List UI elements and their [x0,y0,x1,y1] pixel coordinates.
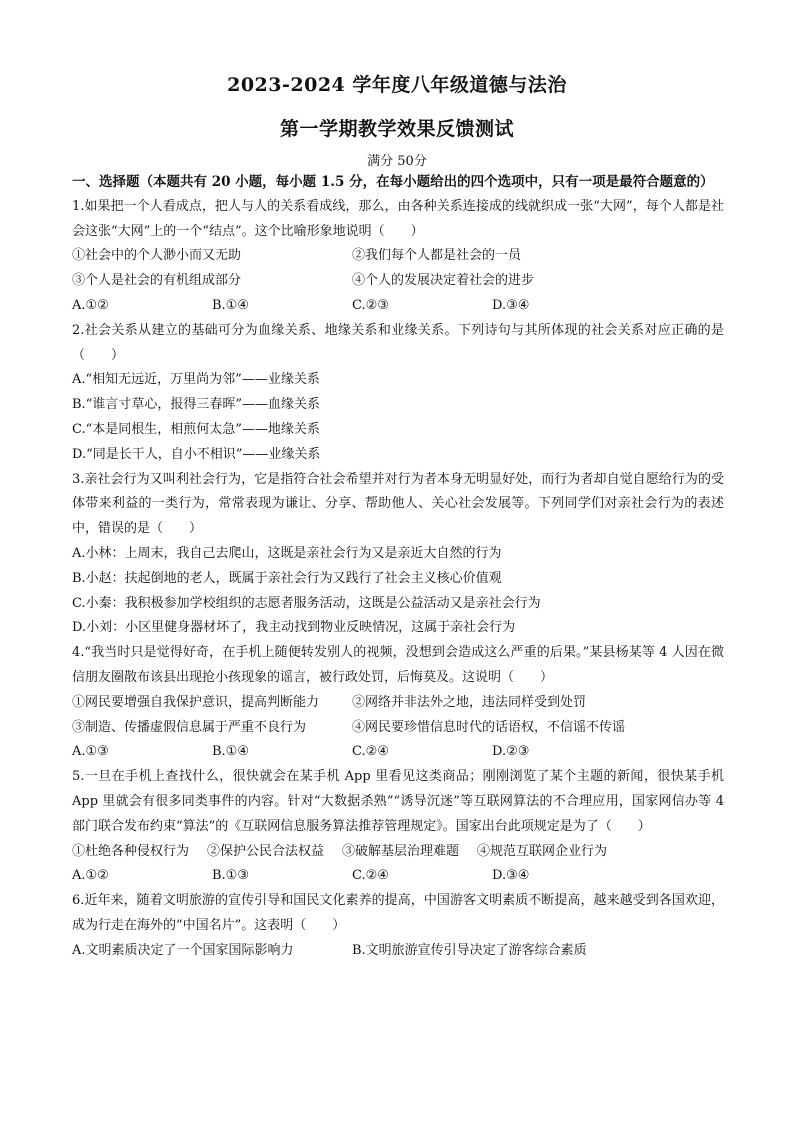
question-4 [72,641,724,765]
option-a: A.①② [72,868,109,884]
statement-row [72,244,724,269]
question-5 [72,765,724,889]
question-2 [72,319,724,468]
option-c: C.②④ [352,744,389,760]
option-b: B.①③ [212,868,249,884]
option-c: C.“本是同根生，相煎何太急”——地缘关系 [72,421,320,437]
option-a: A.①③ [72,744,109,760]
statement: ④个人的发展决定着社会的进步 [352,273,535,289]
option-row [72,740,724,765]
option-b: B.小赵：扶起倒地的老人，既属于亲社会行为又践行了社会主义核心价值观 [72,570,502,586]
option-row [72,294,724,319]
option-row [72,864,724,889]
statement: ③制造、传播虚假信息属于严重不良行为 [72,719,307,735]
exam-subtitle: 第一学期教学效果反馈测试 [279,118,514,140]
statement: ①杜绝各种侵权行为 [72,843,190,859]
option-d: D.③④ [492,297,530,313]
statement: ②我们每个人都是社会的一员 [352,248,522,264]
statement: ①社会中的个人渺小而又无助 [72,248,242,264]
option-d: D.②③ [492,744,530,760]
question-stem: 6.近年来，随着文明旅游的宣传引导和国民文化素养的提高，中国游客文明素质不断提高，越来越受到各国欢迎，成为行走在海外的“中国名片”。这表明（ ） [72,893,724,933]
statement-row [72,691,724,716]
statement: ①网民要增强自我保护意识，提高判断能力 [72,694,320,710]
option-d: D.“同是长干人，自小不相识”——业缘关系 [72,446,321,462]
option-a: A.“相知无远近，万里尚为邻”——业缘关系 [72,372,320,388]
option-d: D.③④ [492,868,530,884]
question-stem: 3.亲社会行为又叫利社会行为，它是指符合社会希望并对行为者本身无明显好处，而行为者却自觉自愿给行为的受体带来利益的一类行为，常常表现为谦让、分享、帮助他人、关心社会发展等。下列同学们对亲社会行为的表述中，错误的是（ ） [72,471,724,537]
option-b: B.“谁言寸草心，报得三春晖”——血缘关系 [72,397,320,413]
question-3 [72,468,724,642]
statement-row [72,716,724,741]
exam-title: 2023-2024 学年度八年级道德与法治 [227,74,567,96]
statement-row [72,840,724,865]
option-b: B.①④ [212,744,249,760]
question-6 [72,889,724,963]
section-heading: 一、选择题（本题共有 20 小题，每小题 1.5 分，在每小题给出的四个选项中，只有一项是最符合题意的） [72,174,714,190]
option-a: A.小林：上周末，我自己去爬山，这既是亲社会行为又是亲近大自然的行为 [72,545,502,561]
exam-content [72,170,724,964]
statement: ③破解基层治理难题 [342,843,460,859]
question-stem: 1.如果把一个人看成点，把人与人的关系看成线，那么，由各种关系连接成的线就织成一张“大网”，每个人都是社会这张“大网”上的一个“结点”。这个比喻形象地说明（ ） [72,198,724,239]
statement-row [72,269,724,294]
option-d: D.小刘：小区里健身器材坏了，我主动找到物业反映情况，这属于亲社会行为 [72,620,516,636]
question-1 [72,195,724,319]
statement: ③个人是社会的有机组成部分 [72,273,242,289]
option-a: A.①② [72,297,109,313]
statement: ②保护公民合法权益 [207,843,325,859]
option-c: C.②④ [352,868,389,884]
question-stem: 2.社会关系从建立的基础可分为血缘关系、地缘关系和业缘关系。下列诗句与其所体现的社会关系对应正确的是（ ） [72,322,724,363]
question-stem: 5.一旦在手机上查找什么，很快就会在某手机 App 里看见这类商品；刚刚浏览了某个主题的新闻，很快某手机 App 里就会有很多同类事件的内容。针对“大数据杀熟”“诱导沉迷”等互联网算法的不合理应用，国家网信办等 4 部门联合发布约束“算法”的《互联网信息服务算法推荐管理规定》。国家出台此项规定是为了（ ） [72,769,724,834]
option-a: A.文明素质决定了一个国家国际影响力 [72,942,294,958]
statement: ④网民要珍惜信息时代的话语权，不信谣不传谣 [352,719,626,735]
option-row [72,939,724,964]
statement: ②网络并非法外之地，违法同样受到处罚 [352,694,587,710]
option-c: C.小秦：我积极参加学校组织的志愿者服务活动，这既是公益活动又是亲社会行为 [72,595,541,611]
option-b: B.文明旅游宣传引导决定了游客综合素质 [352,942,587,958]
full-score: 满分 50分 [367,154,427,169]
question-stem: 4.“我当时只是觉得好奇，在手机上随便转发别人的视频，没想到会造成这么严重的后果。”某县杨某等 4 人因在微信朋友圈散布该县出现抢小孩现象的谣言，被行政处罚，后悔莫及。这说明（ ） [72,645,724,685]
option-b: B.①④ [212,297,249,313]
statement: ④规范互联网企业行为 [477,843,608,859]
option-c: C.②③ [352,297,389,313]
